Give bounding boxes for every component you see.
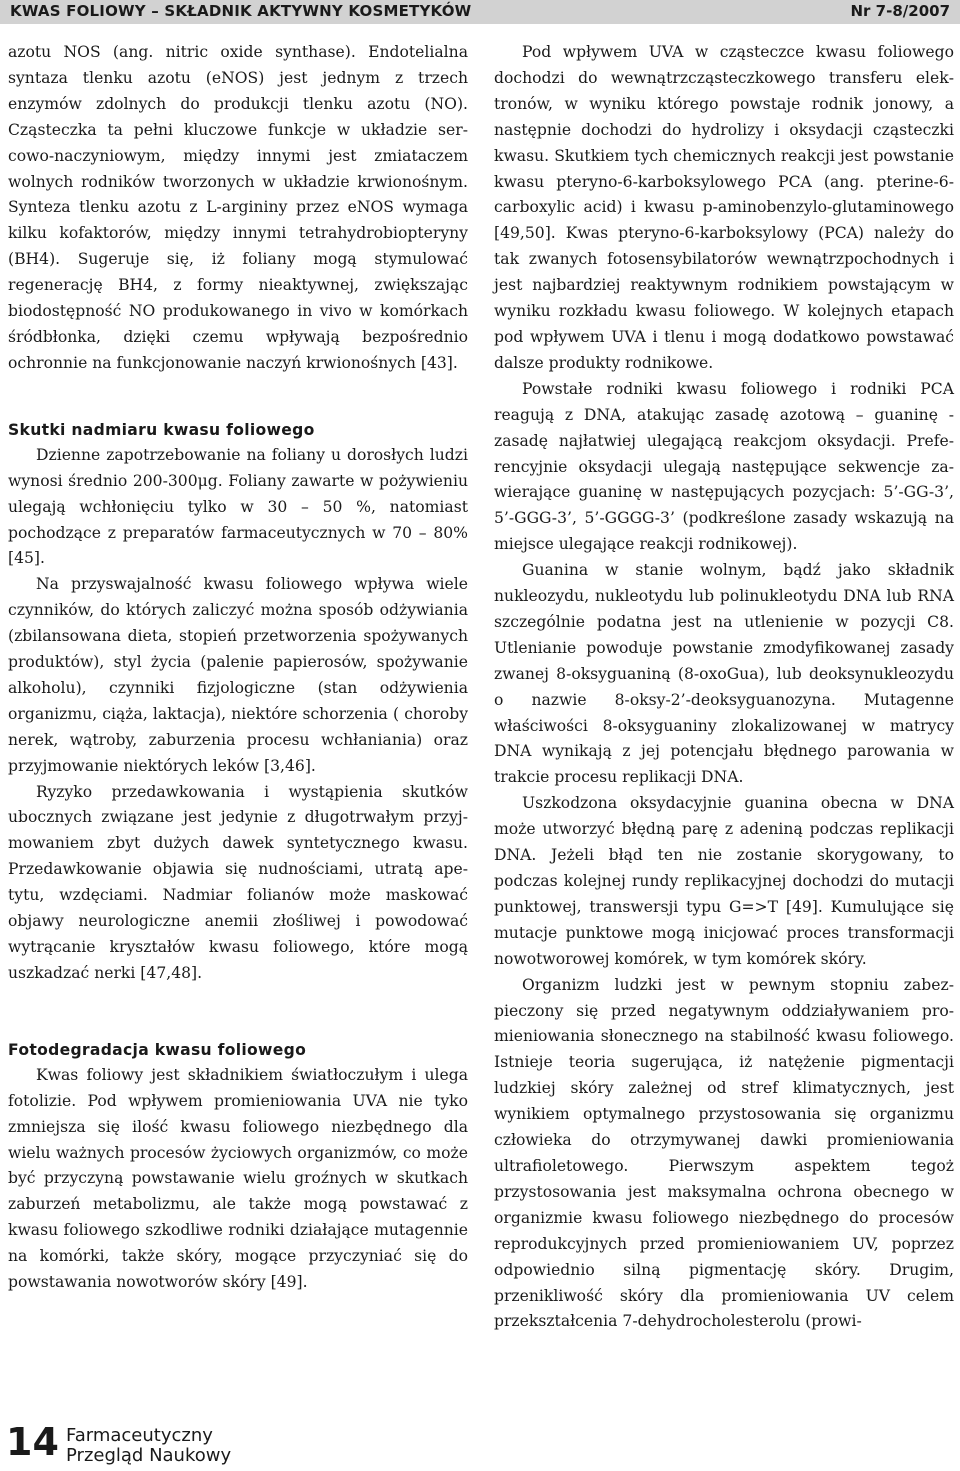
journal-logo <box>66 1426 231 1466</box>
right-paragraph-5: Organizm ludzki jest w pewnym stopniu zabezpieczony się przed negatywnym oddziaływaniem promieniowania słonecznego na stabilność kwasu foliowego. Istnieje teoria sugerująca, iż natężenie pigmentacji ludzkiej skóry zależnej od stref klimatycznych, jest wynikiem optymalnego przystosowania się organizmu człowieka do otrzymywanej dawki promieniowania ultrafioletowego. Pierwszym aspektem tegoż przystosowania jest maksymalna ochrona obecnego w organizmie kwasu foliowego niezbędnego do procesów reprodukcyjnych przed promieniowaniem UV, poprzez odpowiednio silną pigmentację skóry. Drugim, przenikliwość skóry dla promieniowania UV celem przekształcenia 7-dehydrocholesterolu (prowi- <box>494 975 954 1331</box>
issue-number: Nr 7-8/2007 <box>850 2 950 20</box>
left-paragraph-1: azotu NOS (ang. nitric oxide synthase). Endotelialna syntaza tlenku azotu (eNOS) jest jednym z trzech enzymów zdolnych do produkcji tlenku azotu (NO). Cząsteczka ta pełni kluczowe funkcje w układzie sercowo-naczyniowym, między innymi jest zmiataczem wolnych rodników tworzonych w układzie krwionośnym. Synteza tlenku azotu z L-argininy przez eNOS wymaga kilku kofaktorów, między innymi tetrahydrobiopteryny (BH4). Sugeruje się, iż foliany mogą stymulować regenerację BH4, z formy nieaktywnej, zwiększając biodostępność NO produkowanego in vivo w komórkach śródbłonka, dzięki czemu wpływają bezpośrednio ochronnie na funkcjonowanie naczyń krwionośnych [43]. <box>8 43 468 372</box>
section-heading-photodegradation: Fotodegradacja kwasu foliowego <box>8 1040 307 1059</box>
right-paragraph-2: Powstałe rodniki kwasu foliowego i rodniki PCA reagują z DNA, atakując zasadę azotową – guaninę - zasadę najłatwiej ulegającą reakcjom oksydacji. Preferencyjnie oksydacji ulegają następujące sekwencje zawierające guaninę w następujących pozycjach: 5’-GG-3’, 5’-GGG-3’, 5’-GGGG-3’ (podkreślone zasady wskazują na miejsce ulegające reakcji rodnikowej). <box>494 379 954 554</box>
section-heading-excess: Skutki nadmiaru kwasu foliowego <box>8 420 315 439</box>
left-paragraph-4: Ryzyko przedawkowania i wystąpienia skutków ubocznych związane jest jedynie z długotrwałym przyjmowaniem zbyt dużych dawek syntetycznego kwasu. Przedawkowanie objawia się nudnościami, utratą apetytu, wzdęciami. Nadmiar folianów może maskować objawy neurologiczne anemii złośliwej i powodować wytrącanie kryształów kwasu foliowego, które mogą uszkadzać nerki [47,48]. <box>8 782 468 982</box>
left-paragraph-5: Kwas foliowy jest składnikiem światłoczułym i ulega fotolizie. Pod wpływem promieniowania UVA nie tyko zmniejsza się ilość kwasu foliowego niezbędnego dla wielu ważnych procesów życiowych organizmów, co może być przyczyną powstawanie wielu groźnych w skutkach zaburzeń metabolizmu, ale także mogą powstawać z kwasu foliowego szkodliwe rodniki działające mutagennie na komórki, także skóry, mogące przyczyniać się do powstawania nowotworów skóry [49]. <box>8 1065 468 1292</box>
journal-section-title: KWAS FOLIOWY – SKŁADNIK AKTYWNY KOSMETYKÓW <box>10 2 472 20</box>
right-paragraph-1: Pod wpływem UVA w cząsteczce kwasu foliowego dochodzi do wewnątrzcząsteczkowego transferu elektronów, w wyniku którego powstaje rodnik jonowy, a następnie dochodzi do hydrolizy i oksydacji cząsteczki kwasu. Skutkiem tych chemicznych reakcji jest powstanie kwasu pteryno-6-karboksylowego PCA (ang. pterine-6-carboxylic acid) i kwasu p-aminobenzylo-glutaminowego [49,50]. Kwas pteryno-6-karboksylowy (PCA) należy do tak zwanych fotosensybilatorów wewnątrzpochodnych i jest najbardziej reaktywnym rodnikiem powstającym w wyniku rozkładu kwasu foliowego. W kolejnych etapach pod wpływem UVA i tlenu i mogą dodatkowo powstawać dalsze produkty rodnikowe. <box>494 43 954 372</box>
journal-name-line-1: Farmaceutyczny <box>66 1425 213 1446</box>
page-number: 14 <box>6 1420 59 1464</box>
left-column <box>8 40 468 1296</box>
right-paragraph-4: Uszkodzona oksydacyjnie guanina obecna w DNA może utworzyć błędną parę z adeniną podczas replikacji DNA. Jeżeli błąd ten nie zostanie skorygowany, to podczas kolejnej rundy replikacyjnej dochodzi do mutacji punktowej, transwersji typu G=>T [49]. Kumulujące się mutacje punktowe mogą inicjować proces transformacji nowotworowej komórek, w tym komórek skóry. <box>494 794 954 968</box>
right-column <box>494 40 954 1335</box>
left-paragraph-3: Na przyswajalność kwasu foliowego wpływa wiele czynników, do których zaliczyć można sposób odżywiania (zbilansowana dieta, stopień przetworzenia spożywanych produktów), styl życia (palenie papierosów, spożywanie alkoholu), czynniki fizjologiczne (stan odżywienia organizmu, ciąża, laktacja), niektóre schorzenia ( choroby nerek, wątroby, zaburzenia procesu wchłaniania) oraz przyjmowanie niektórych leków [3,46]. <box>8 575 468 775</box>
left-paragraph-2: Dzienne zapotrzebowanie na foliany u dorosłych ludzi wynosi średnio 200-300μg. Foliany zawarte w pożywieniu ulegają wchłonięciu tylko w 30 – 50 %, natomiast pochodzące z preparatów farmaceutycznych w 70 – 80% [45]. <box>8 445 468 568</box>
running-header <box>0 0 960 24</box>
journal-name-line-2: Przegląd Naukowy <box>66 1445 232 1466</box>
right-paragraph-3: Guanina w stanie wolnym, bądź jako składnik nukleozydu, nukleotydu lub polinukleotydu DNA lub RNA szczególnie podatna jest na utlenienie w pozycji C8. Utlenianie powoduje powstanie zmodyfikowanej zasady zwanej 8-oksyguaniną (8-oxoGua), lub deoksynukleozydu o nazwie 8-oksy-2’-deoksyguanozyna. Mutagenne właściwości 8-oksyguaniny zlokalizowanej w matrycy DNA wynikają z jej potencjału błędnego parowania w trakcie procesu replikacji DNA. <box>494 561 954 787</box>
